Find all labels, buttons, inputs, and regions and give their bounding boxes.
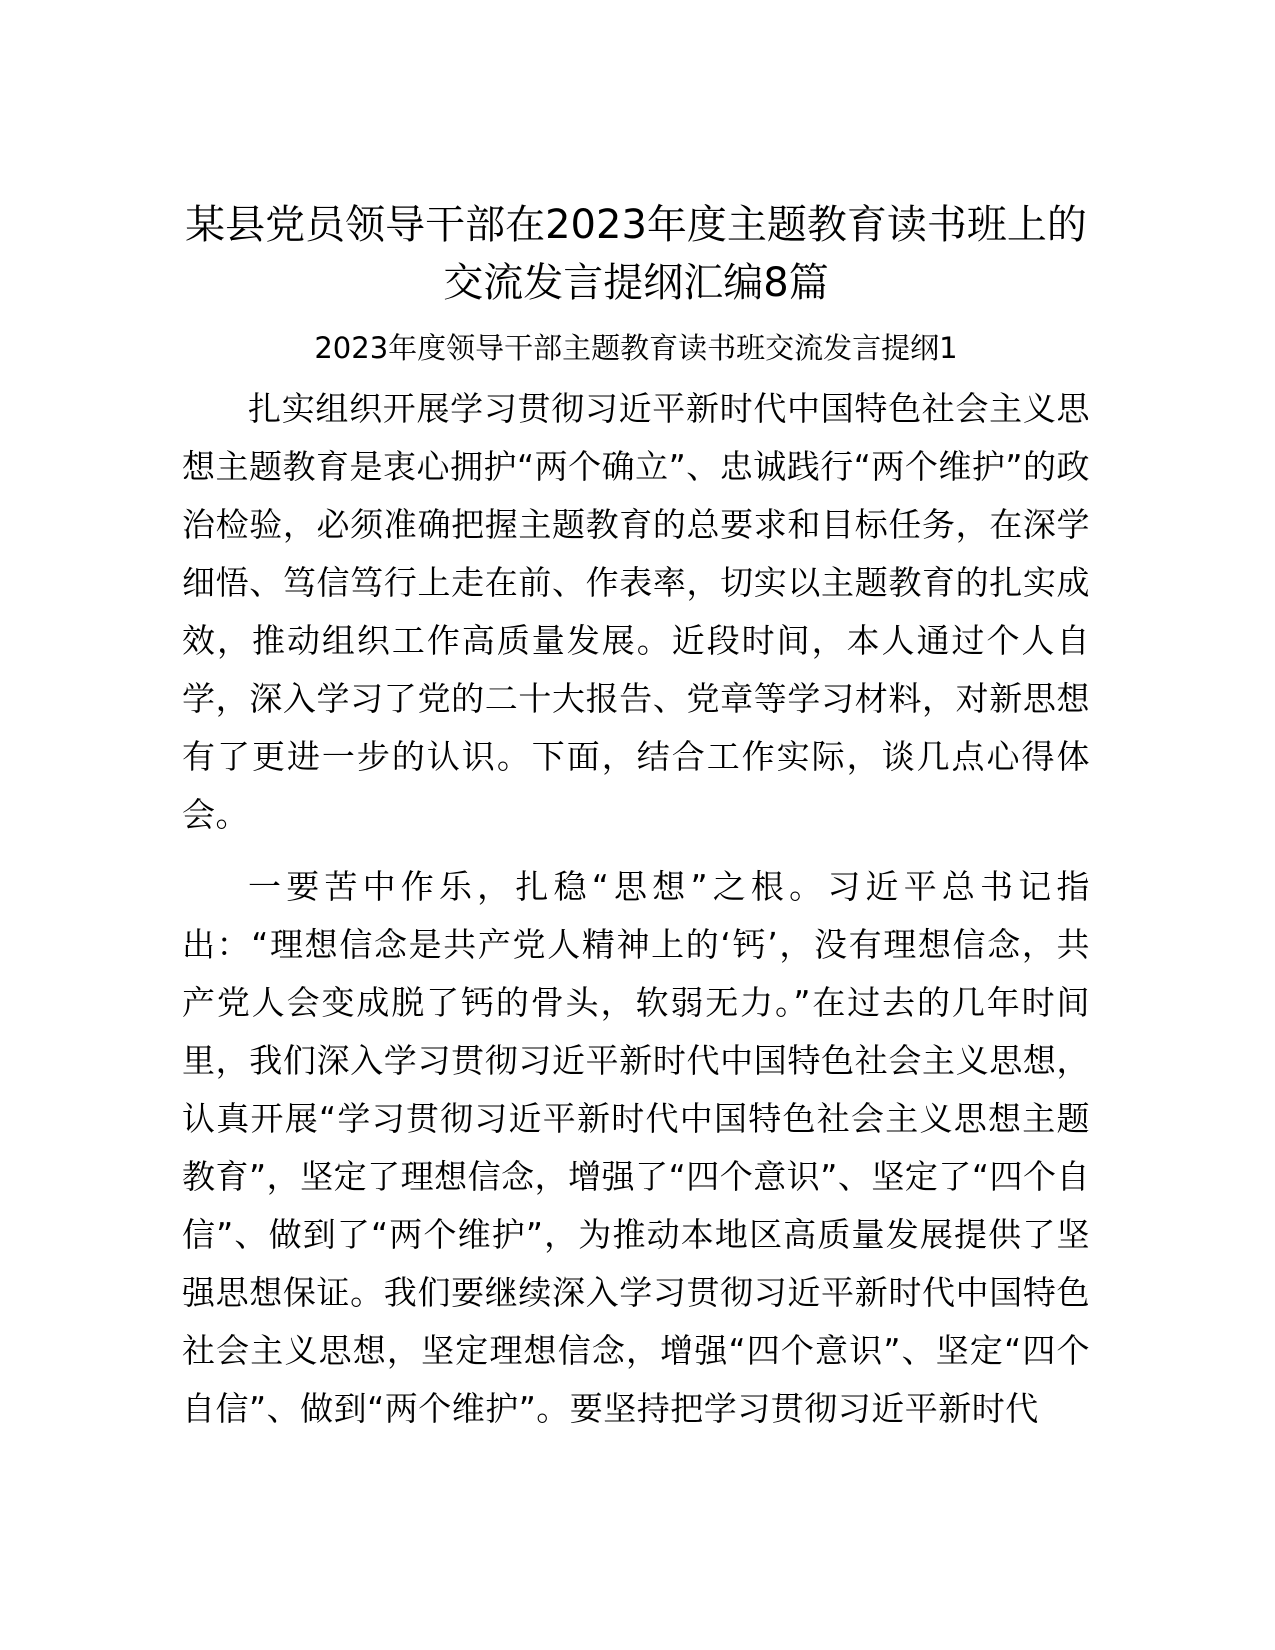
section-heading: 2023年度领导干部主题教育读书班交流发言提纲1 — [314, 331, 958, 365]
document-body — [182, 196, 1090, 1438]
paragraph-intro: 扎实组织开展学习贯彻习近平新时代中国特色社会主义思想主题教育是衷心拥护“两个确立”、忠诚践行“两个维护”的政治检验，必须准确把握主题教育的总要求和目标任务，在深学细悟、笃信笃行上走在前、作表率，切实以主题教育的扎实成效，推动组织工作高质量发展。近段时间，本人通过个人自学，深入学习了党的二十大报告、党章等学习材料，对新思想有了更进一步的认识。下面，结合工作实际，谈几点心得体会。 — [182, 389, 1090, 834]
paragraph-point-one: 一要苦中作乐，扎稳“思想”之根。习近平总书记指出：“理想信念是共产党人精神上的‘钙’，没有理想信念，共产党人会变成脱了钙的骨头，软弱无力。”在过去的几年时间里，我们深入学习贯彻习近平新时代中国特色社会主义思想，认真开展“学习贯彻习近平新时代中国特色社会主义思想主题教育”，坚定了理想信念，增强了“四个意识”、坚定了“四个自信”、做到了“两个维护”，为推动本地区高质量发展提供了坚强思想保证。我们要继续深入学习贯彻习近平新时代中国特色社会主义思想，坚定理想信念，增强“四个意识”、坚定“四个自信”、做到“两个维护”。要坚持把学习贯彻习近平新时代 — [182, 867, 1090, 1428]
document-title: 某县党员领导干部在2023年度主题教育读书班上的交流发言提纲汇编8篇 — [185, 202, 1087, 306]
